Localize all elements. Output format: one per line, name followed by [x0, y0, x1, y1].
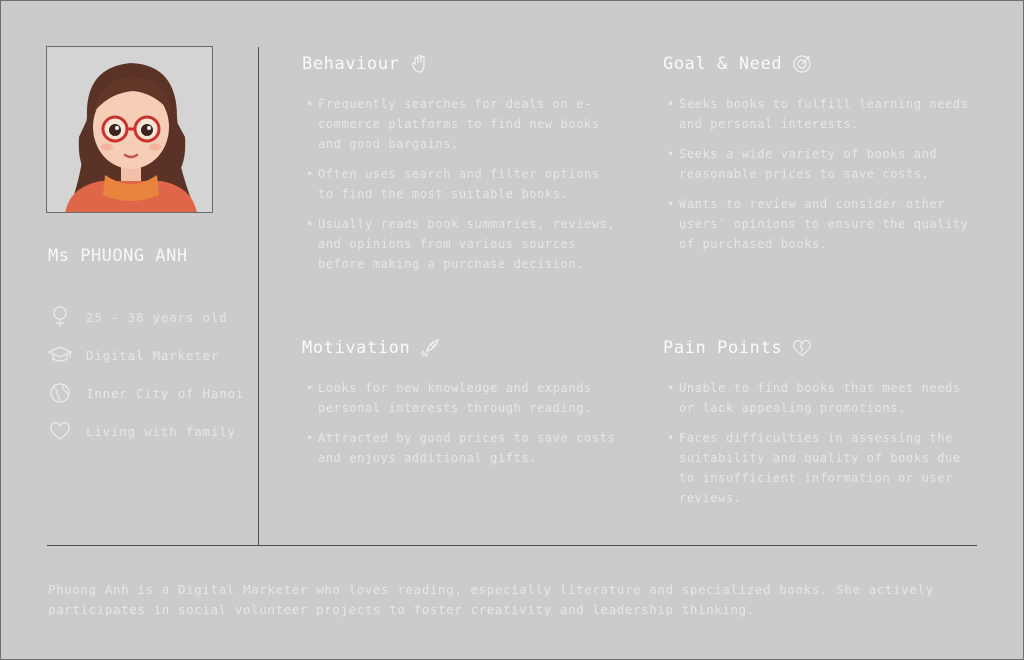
column-divider	[258, 47, 259, 545]
broken-heart-icon	[792, 338, 812, 358]
section-goal-need	[663, 52, 983, 264]
info-text: Inner City of Hanoi	[86, 385, 245, 401]
section-title-text: Motivation	[302, 338, 411, 358]
info-location	[48, 374, 244, 412]
info-text: 25 - 38 years old	[86, 309, 228, 325]
section-title-text: Behaviour	[302, 54, 400, 74]
section-title	[302, 52, 622, 76]
list-item: • Frequently searches for deals on e-commerce platforms to find new books and good bargains.	[302, 94, 622, 154]
list-item: • Faces difficulties in assessing the suitability and quality of books due to insufficient information or user reviews.	[663, 428, 983, 508]
persona-info-list	[48, 298, 244, 450]
persona-summary: Phuong Anh is a Digital Marketer who loves reading, especially literature and specialized books. She actively participates in social volunteer projects to foster creativity and leadership thinking.	[48, 582, 934, 617]
list-item: • Looks for new knowledge and expands personal interests through reading.	[302, 378, 622, 418]
persona-name: Ms PHUONG ANH	[48, 246, 188, 266]
graduation-cap-icon	[48, 343, 72, 367]
list-item: • Attracted by good prices to save costs and enjoys additional gifts.	[302, 428, 622, 468]
info-text: Living with family	[86, 423, 236, 439]
list-item: • Wants to review and consider other users' opinions to ensure the quality of purchased books.	[663, 194, 983, 254]
section-title	[663, 52, 983, 76]
motivation-list	[302, 378, 622, 468]
list-item: • Often uses search and filter options to find the most suitable books.	[302, 164, 622, 204]
section-title-text: Pain Points	[663, 338, 783, 358]
section-pain-points	[663, 336, 983, 518]
list-item: • Seeks books to fulfill learning needs and personal interests.	[663, 94, 983, 134]
female-icon	[48, 305, 72, 329]
rocket-icon	[420, 338, 440, 358]
hand-icon	[410, 54, 430, 74]
section-title	[663, 336, 983, 360]
summary-divider	[47, 545, 977, 546]
section-title-text: Goal & Need	[663, 54, 783, 74]
pain-points-list	[663, 378, 983, 508]
behaviour-list	[302, 94, 622, 274]
info-age	[48, 298, 244, 336]
list-item: • Unable to find books that meet needs or lack appealing promotions.	[663, 378, 983, 418]
avatar-illustration	[47, 47, 213, 213]
heart-icon	[48, 419, 72, 443]
info-family	[48, 412, 244, 450]
avatar	[46, 46, 213, 213]
section-behaviour	[302, 52, 622, 284]
globe-icon	[48, 381, 72, 405]
info-job	[48, 336, 244, 374]
section-title	[302, 336, 622, 360]
goal-list	[663, 94, 983, 254]
section-motivation	[302, 336, 622, 478]
info-text: Digital Marketer	[86, 347, 220, 363]
list-item: • Usually reads book summaries, reviews, and opinions from various sources before making a purchase decision.	[302, 214, 622, 274]
list-item: • Seeks a wide variety of books and reasonable prices to save costs.	[663, 144, 983, 184]
target-icon	[792, 54, 812, 74]
